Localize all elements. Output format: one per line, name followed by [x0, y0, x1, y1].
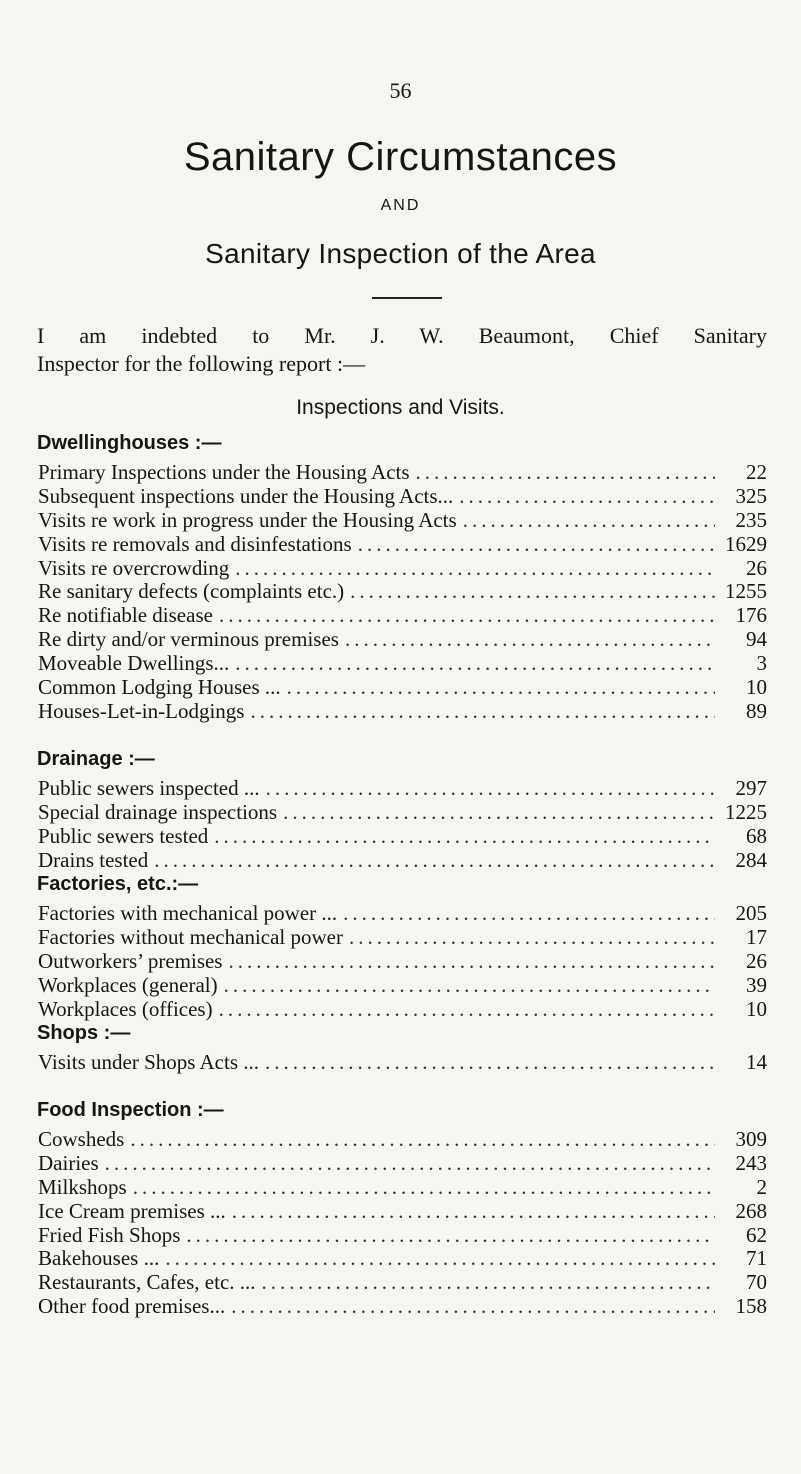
table-row: [37, 926, 767, 950]
table-row: [37, 1295, 767, 1319]
table-row: [37, 1152, 767, 1176]
row-value: 235: [735, 507, 767, 532]
row-value: 325: [735, 483, 767, 508]
table-row: [37, 1200, 767, 1224]
row-label: Milkshops: [38, 1174, 127, 1199]
row-value: 39: [746, 972, 767, 997]
row-value: 62: [746, 1222, 767, 1247]
row-label: Restaurants, Cafes, etc. ...: [38, 1270, 256, 1295]
table-row: [37, 604, 767, 628]
row-label: Visits re overcrowding: [38, 555, 230, 580]
row-label: Re dirty and/or verminous premises: [38, 627, 339, 652]
table-row: [37, 777, 767, 801]
section-rows: [37, 461, 767, 724]
dot-leader: [337, 902, 715, 926]
intro-line-1: I am indebted to Mr. J. W. Beaumont, Chief Sanitary: [37, 323, 767, 348]
dot-leader: [99, 1152, 715, 1176]
dot-leader: [127, 1176, 715, 1200]
dot-leader: [229, 557, 715, 581]
row-label: Bakehouses ...: [38, 1246, 160, 1271]
table-row: [37, 461, 767, 485]
title-conjunction: AND: [380, 197, 421, 214]
row-value: 158: [735, 1294, 767, 1319]
row-value: 68: [746, 823, 767, 848]
row-value: 94: [746, 627, 767, 652]
row-value: 243: [735, 1150, 767, 1175]
page-number: 56: [389, 78, 412, 103]
dot-leader: [352, 533, 715, 557]
row-value: 26: [746, 948, 767, 973]
dot-leader: [259, 1051, 715, 1075]
dot-leader: [277, 801, 715, 825]
row-value: 268: [735, 1198, 767, 1223]
row-label: Ice Cream premises ...: [38, 1198, 226, 1223]
dot-leader: [218, 974, 715, 998]
row-label: Public sewers inspected ...: [38, 776, 260, 800]
page-title: Sanitary Circumstances: [183, 135, 618, 179]
row-label: Public sewers tested: [38, 823, 209, 848]
row-label: Special drainage inspections: [38, 799, 278, 824]
row-label: Common Lodging Houses ...: [38, 675, 281, 700]
table-row: [37, 998, 767, 1022]
dot-leader: [229, 652, 715, 676]
page-subtitle: Sanitary Inspection of the Area: [205, 238, 596, 269]
dot-leader: [124, 1128, 715, 1152]
dot-leader: [343, 926, 715, 950]
row-label: Dairies: [38, 1150, 99, 1175]
row-label: Drains tested: [38, 847, 149, 872]
dot-leader: [159, 1247, 715, 1271]
dot-leader: [222, 950, 715, 974]
table-row: [37, 652, 767, 676]
section-heading: Inspections and Visits.: [296, 396, 505, 419]
row-label: Workplaces (general): [38, 972, 218, 997]
section-title: Shops :—: [37, 1022, 131, 1044]
row-value: 284: [735, 847, 767, 872]
row-value: 3: [756, 651, 767, 676]
row-value: 14: [746, 1050, 767, 1074]
section-rows: [37, 777, 767, 873]
section-rows: [37, 902, 767, 1021]
row-value: 70: [746, 1270, 767, 1295]
row-label: Re sanitary defects (complaints etc.): [38, 579, 345, 604]
row-value: 22: [746, 460, 767, 484]
row-value: 89: [746, 698, 767, 723]
dot-leader: [225, 1295, 715, 1319]
row-value: 176: [735, 603, 767, 628]
dot-leader: [226, 1200, 715, 1224]
row-value: 2: [756, 1174, 767, 1199]
row-value: 1255: [725, 579, 767, 604]
table-row: [37, 676, 767, 700]
section-title: Factories, etc.:—: [37, 873, 199, 895]
section-title: Drainage :—: [37, 748, 155, 770]
table-row: [37, 628, 767, 652]
row-label: Re notifiable disease: [38, 603, 213, 628]
row-label: Visits re removals and disinfestations: [38, 531, 352, 556]
section-drainage: [37, 746, 767, 873]
dot-leader: [457, 509, 715, 533]
table-row: [37, 580, 767, 604]
table-row: [37, 1176, 767, 1200]
dot-leader: [260, 777, 715, 801]
table-row: [37, 1128, 767, 1152]
row-value: 297: [735, 776, 767, 800]
row-label: Workplaces (offices): [38, 996, 213, 1021]
row-value: 10: [746, 996, 767, 1021]
section-food-inspection: [37, 1097, 767, 1319]
section-dwellinghouses: [37, 430, 767, 724]
row-label: Moveable Dwellings...: [38, 651, 230, 676]
intro-paragraph: [37, 322, 767, 378]
row-value: 26: [746, 555, 767, 580]
row-value: 205: [735, 901, 767, 925]
divider-rule: [372, 297, 442, 299]
row-label: Visits under Shops Acts ...: [38, 1050, 260, 1074]
row-label: Cowsheds: [38, 1127, 125, 1151]
table-row: [37, 533, 767, 557]
table-row: [37, 950, 767, 974]
table-row: [37, 557, 767, 581]
dot-leader: [339, 628, 715, 652]
row-label: Primary Inspections under the Housing Acts: [38, 460, 410, 484]
section-title: Food Inspection :—: [37, 1099, 224, 1121]
row-value: 17: [746, 924, 767, 949]
section-rows: [37, 1128, 767, 1319]
dot-leader: [453, 485, 715, 509]
row-value: 10: [746, 675, 767, 700]
dot-leader: [244, 700, 715, 724]
dot-leader: [213, 604, 715, 628]
row-value: 1225: [725, 799, 767, 824]
section-shops: [37, 1020, 767, 1075]
table-row: [37, 1224, 767, 1248]
row-label: Visits re work in progress under the Housing Acts: [38, 507, 457, 532]
row-label: Outworkers’ premises: [38, 948, 223, 973]
dot-leader: [256, 1271, 715, 1295]
row-label: Other food premises...: [38, 1294, 226, 1319]
table-row: [37, 825, 767, 849]
dot-leader: [208, 825, 715, 849]
row-label: Factories with mechanical power ...: [38, 901, 338, 925]
row-label: Houses-Let-in-Lodgings: [38, 698, 245, 723]
table-row: [37, 849, 767, 873]
dot-leader: [148, 849, 715, 873]
dot-leader: [281, 676, 715, 700]
table-row: [37, 700, 767, 724]
row-label: Fried Fish Shops: [38, 1222, 181, 1247]
section-rows: [37, 1051, 767, 1075]
table-row: [37, 509, 767, 533]
section-factories: [37, 871, 767, 1021]
table-row: [37, 902, 767, 926]
row-label: Subsequent inspections under the Housing Acts...: [38, 483, 454, 508]
table-row: [37, 801, 767, 825]
section-title: Dwellinghouses :—: [37, 432, 222, 454]
dot-leader: [180, 1224, 715, 1248]
row-value: 1629: [725, 531, 767, 556]
dot-leader: [213, 998, 715, 1022]
table-row: [37, 1271, 767, 1295]
row-label: Factories without mechanical power: [38, 924, 343, 949]
row-value: 71: [746, 1246, 767, 1271]
table-row: [37, 974, 767, 998]
dot-leader: [410, 461, 715, 485]
table-row: [37, 1051, 767, 1075]
dot-leader: [344, 580, 715, 604]
row-value: 309: [735, 1127, 767, 1151]
intro-line-2: Inspector for the following report :—: [37, 351, 366, 376]
table-row: [37, 1247, 767, 1271]
table-row: [37, 485, 767, 509]
